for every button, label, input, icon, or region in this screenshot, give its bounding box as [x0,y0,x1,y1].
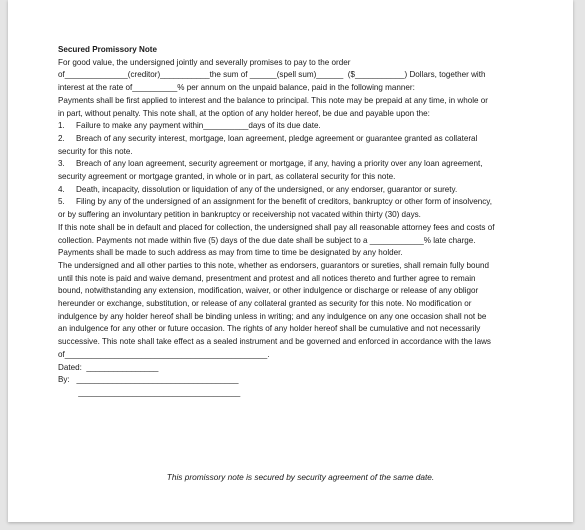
list-item: 5. Filing by any of the undersigned of an assignment for the benefit of creditors, bankruptcy or other form of insolvency, [58,197,492,207]
body-line: hereunder or exchange, substitution, or release of any collateral granted as security for this note. No modification or [58,299,472,309]
body-line: of_____________________________________________. [58,349,270,359]
signature-line: ____________________________________ [58,387,241,397]
body-line: successive. This note shall take effect as a sealed instrument and be governed and enforced in accordance with the laws [58,337,491,347]
signature-line: By: ____________________________________ [58,375,239,385]
body-line: The undersigned and all other parties to this note, whether as endorsers, guarantors or sureties, shall remain fully bound [58,260,490,270]
list-item: 1. Failure to make any payment within__________days of its due date. [58,121,321,131]
body-line: or by suffering an involuntary petition in bankruptcy or receivership not vacated within thirty (30) days. [58,210,421,220]
body-line: of______________(creditor)___________the sum of ______(spell sum)______ ($___________) Dollars, together with [58,70,486,80]
list-item: 3. Breach of any loan agreement, security agreement or mortgage, if any, having a priority over any loan agreement, [58,159,483,169]
body-line: Payments shall be made to such address as may from time to time be designated by any holder. [58,248,403,258]
dated-line: Dated: ________________ [58,362,159,372]
list-item: 4. Death, incapacity, dissolution or liquidation of any of the undersigned, or any endorser, guarantor or surety. [58,184,458,194]
document-body [58,44,536,400]
body-line: an indulgence for any other or future occasion. The rights of any holder hereof shall be cumulative and not necessarily [58,324,481,334]
body-line: interest at the rate of__________% per annum on the unpaid balance, paid in the following manner: [58,83,415,93]
body-line: Payments shall be first applied to interest and the balance to principal. This note may be prepaid at any time, in whole or [58,95,488,105]
footer-note: This promissory note is secured by security agreement of the same date. [166,472,435,482]
body-line: For good value, the undersigned jointly and severally promises to pay to the order [58,57,351,67]
list-item: 2. Breach of any security interest, mortgage, loan agreement, pledge agreement or guarantee granted as collateral [58,133,478,143]
body-line: indulgence by any holder hereof shall be binding unless in writing; and any indulgence on any one occasion shall not be [58,311,487,321]
body-line: bound, notwithstanding any extension, modification, waiver, or other indulgence or discharge or release of any obligor [58,286,479,296]
body-line: collection. Payments not made within five (5) days of the due date shall be subject to a ____________% late charge. [58,235,476,245]
body-line: If this note shall be in default and placed for collection, the undersigned shall pay all reasonable attorney fees and costs of [58,222,495,232]
document-title: Secured Promissory Note [58,45,157,54]
body-line: security for this note. [58,146,133,156]
document-page [8,0,573,522]
body-line: security agreement or mortgage granted, in whole or in part, as collateral security for this note. [58,172,396,182]
body-line: in part, without penalty. This note shall, at the option of any holder hereof, be due and payable upon the: [58,108,430,118]
body-line: until this note is paid and waive demand, presentment and protest and all notices thereto and further agree to remain [58,273,476,283]
